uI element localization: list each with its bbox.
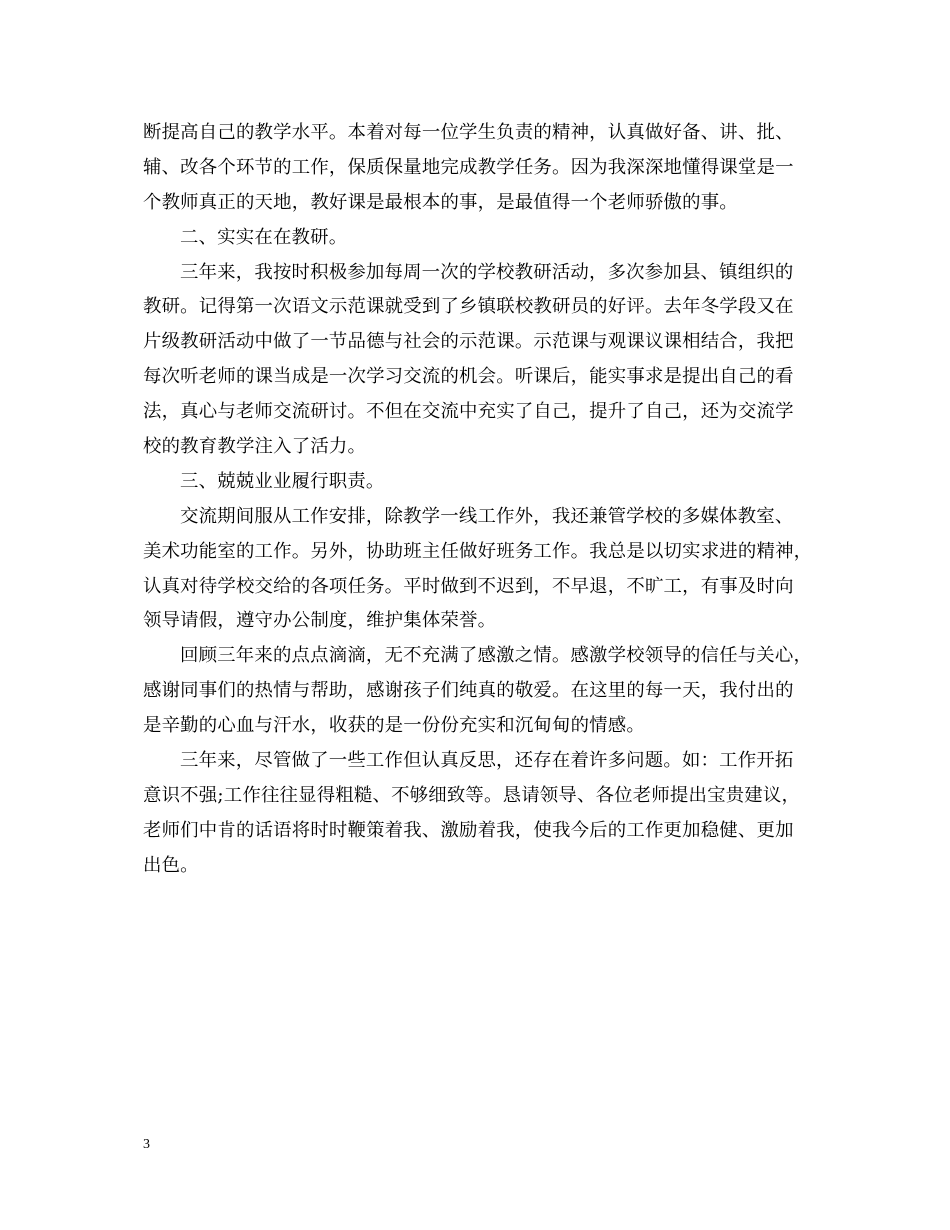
section-heading: 三、兢兢业业履行职责。 — [180, 470, 385, 492]
body-line: 回顾三年来的点点滴滴，无不充满了感激之情。感激学校领导的信任与关心， — [180, 645, 813, 667]
body-line: 感谢同事们的热情与帮助，感谢孩子们纯真的敬爱。在这里的每一天，我付出的 — [143, 680, 794, 702]
body-line: 个教师真正的天地，教好课是最根本的事，是最值得一个老师骄傲的事。 — [143, 191, 738, 213]
page-number: 3 — [143, 1137, 150, 1152]
body-line: 辅、改各个环节的工作，保质保量地完成教学任务。因为我深深地懂得课堂是一 — [143, 156, 794, 178]
body-line: 三年来，尽管做了一些工作但认真反思，还存在着许多问题。如：工作开拓 — [180, 750, 794, 772]
body-line: 法，真心与老师交流研讨。不但在交流中充实了自己，提升了自己，还为交流学 — [143, 401, 794, 423]
body-line: 是辛勤的心血与汗水，收获的是一份份充实和沉甸甸的情感。 — [143, 715, 645, 737]
section-heading: 二、实实在在教研。 — [180, 226, 348, 248]
body-line: 三年来，我按时积极参加每周一次的学校教研活动，多次参加县、镇组织的 — [180, 261, 794, 283]
body-line: 出色。 — [143, 854, 199, 876]
body-line: 校的教育教学注入了活力。 — [143, 436, 367, 458]
body-line: 片级教研活动中做了一节品德与社会的示范课。示范课与观课议课相结合，我把 — [143, 331, 794, 353]
document-body — [143, 116, 823, 884]
body-line: 认真对待学校交给的各项任务。平时做到不迟到，不早退，不旷工，有事及时向 — [143, 575, 794, 597]
body-line: 每次听老师的课当成是一次学习交流的机会。听课后，能实事求是提出自己的看 — [143, 366, 794, 388]
body-line: 领导请假，遵守办公制度，维护集体荣誉。 — [143, 610, 497, 632]
body-line: 交流期间服从工作安排，除教学一线工作外，我还兼管学校的多媒体教室、 — [180, 505, 794, 527]
body-line: 意识不强;工作往往显得粗糙、不够细致等。恳请领导、各位老师提出宝贵建议， — [143, 784, 801, 806]
body-line: 老师们中肯的话语将时时鞭策着我、激励着我，使我今后的工作更加稳健、更加 — [143, 819, 794, 841]
body-line: 美术功能室的工作。另外，协助班主任做好班务工作。我总是以切实求进的精神， — [143, 540, 813, 562]
body-line: 断提高自己的教学水平。本着对每一位学生负责的精神，认真做好备、讲、批、 — [143, 122, 794, 143]
body-line: 教研。记得第一次语文示范课就受到了乡镇联校教研员的好评。去年冬学段又在 — [143, 296, 794, 318]
